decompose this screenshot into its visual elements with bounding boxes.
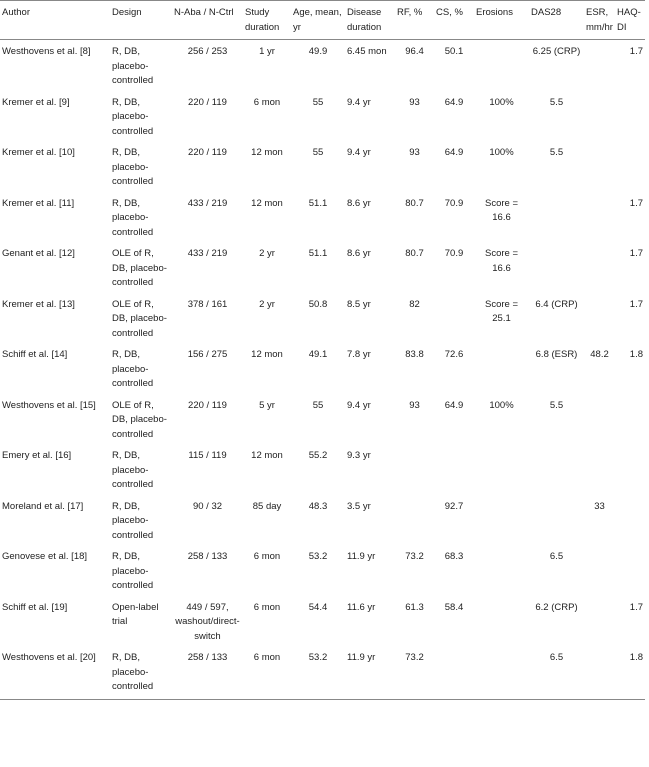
cell-erosions: 100%: [489, 399, 514, 411]
header-row: [0, 1, 645, 40]
cell-esr: [584, 293, 615, 344]
cell-cs: 64.9: [444, 147, 464, 158]
cell-rf: 93: [409, 96, 420, 108]
cell-esr: [584, 242, 615, 293]
cell-duration: 2 yr: [259, 298, 275, 310]
cell-rf: 80.7: [405, 248, 424, 259]
cell-erosions: 100%: [489, 147, 514, 158]
cell-esr: 48.2: [590, 349, 609, 360]
cell-rf: 93: [409, 399, 420, 411]
header-author: Author: [0, 1, 110, 40]
table-row: [0, 444, 645, 495]
cell-cs: 72.6: [444, 349, 464, 360]
cell-rf: 96.4: [405, 46, 424, 57]
cell-age: 53.2: [308, 551, 328, 562]
cell-disease: 11.6 yr: [347, 601, 376, 613]
cell-cs: 70.9: [444, 248, 464, 259]
cell-haq: [615, 545, 645, 596]
cell-disease: 8.5 yr: [347, 298, 371, 310]
cell-n: 90 / 32: [192, 500, 223, 512]
cell-author: Kremer et al. [9]: [2, 96, 70, 108]
table-row: [0, 91, 645, 142]
cell-duration: 6 mon: [253, 601, 281, 613]
cell-design: R, DB, placebo-controlled: [110, 646, 172, 700]
table-row: [0, 293, 645, 344]
cell-age: 55.2: [308, 450, 328, 461]
cell-design: R, DB, placebo-controlled: [112, 450, 154, 490]
table-row: [0, 394, 645, 445]
cell-disease: 11.9 yr: [345, 646, 395, 700]
cell-duration: 12 mon: [251, 197, 283, 209]
cell-design: R, DB, placebo-controlled: [112, 349, 154, 389]
cell-das28: [529, 495, 584, 546]
cell-das28: 6.2 (CRP): [535, 601, 578, 613]
cell-n: 258 / 133: [187, 551, 228, 562]
cell-das28: 6.8 (ESR): [535, 349, 578, 360]
cell-age: 51.1: [308, 248, 328, 259]
cell-duration: 12 mon: [251, 349, 283, 360]
cell-cs: [434, 293, 474, 344]
cell-age: 54.4: [308, 601, 328, 613]
cell-n: 449 / 597, washout/direct-switch: [175, 601, 240, 642]
table-row: [0, 545, 645, 596]
cell-erosions: [474, 495, 529, 546]
cell-haq: [615, 91, 645, 142]
cell-design: R, DB, placebo-controlled: [112, 147, 154, 187]
cell-disease: 9.4 yr: [347, 96, 371, 108]
cell-age: 55: [312, 96, 324, 108]
cell-cs: 58.4: [444, 601, 464, 613]
cell-haq: [615, 394, 645, 445]
table-row: [0, 192, 645, 243]
cell-rf: 82: [409, 298, 420, 310]
table-row: [0, 40, 645, 91]
cell-n: 115 / 119: [188, 450, 227, 461]
header-age: Age, mean, yr: [291, 1, 345, 40]
cell-design: R, DB, placebo-controlled: [112, 551, 154, 591]
cell-rf: [395, 444, 434, 495]
table-body: [0, 40, 645, 700]
cell-haq: 1.7: [629, 248, 643, 259]
cell-n: 433 / 219: [187, 197, 228, 209]
cell-disease: 7.8 yr: [347, 349, 371, 360]
cell-das28: 5.5: [549, 147, 564, 158]
cell-design: R, DB, placebo-controlled: [112, 96, 154, 137]
header-duration: Study duration: [243, 1, 291, 40]
header-haq: HAQ-DI: [615, 1, 645, 40]
cell-n: 220 / 119: [188, 399, 227, 411]
header-n: N-Aba / N-Ctrl: [172, 1, 243, 40]
cell-esr: [584, 394, 615, 445]
cell-das28: [529, 444, 584, 495]
cell-das28: 6.5: [529, 646, 584, 700]
cell-cs: 64.9: [444, 399, 464, 411]
cell-duration: 2 yr: [259, 248, 275, 259]
cell-design: R, DB, placebo-controlled: [112, 500, 154, 541]
cell-n: 220 / 119: [188, 147, 227, 158]
table-row: [0, 141, 645, 192]
cell-cs: [434, 444, 474, 495]
cell-das28: [529, 242, 584, 293]
cell-erosions: [474, 545, 529, 596]
cell-author: Westhovens et al. [15]: [2, 399, 96, 411]
cell-n: 256 / 253: [187, 46, 228, 57]
header-erosions: Erosions: [474, 1, 529, 40]
cell-author: Kremer et al. [10]: [2, 147, 75, 158]
cell-age: 48.3: [308, 500, 328, 512]
cell-das28: 6.5: [549, 551, 564, 562]
cell-duration: 5 yr: [259, 399, 275, 411]
cell-design: OLE of R, DB, placebo-controlled: [112, 298, 167, 339]
cell-esr: 33: [594, 500, 605, 512]
cell-design: Open-label trial: [112, 601, 159, 627]
cell-author: Schiff et al. [14]: [2, 349, 68, 360]
cell-haq: 1.7: [629, 197, 643, 209]
cell-erosions: [474, 596, 529, 647]
table-row: [0, 646, 645, 700]
table-row: [0, 242, 645, 293]
cell-n: 433 / 219: [187, 248, 228, 259]
cell-rf: 80.7: [405, 197, 424, 209]
cell-design: R, DB, placebo-controlled: [112, 197, 154, 238]
cell-haq: 1.7: [629, 298, 643, 310]
cell-das28: 6.25 (CRP): [532, 46, 581, 57]
cell-duration: 1 yr: [259, 46, 275, 57]
cell-author: Schiff et al. [19]: [2, 601, 68, 613]
cell-disease: 9.3 yr: [347, 450, 371, 461]
cell-design: OLE of R, DB, placebo-controlled: [112, 399, 167, 440]
cell-erosions: [474, 444, 529, 495]
cell-author: Emery et al. [16]: [2, 450, 72, 461]
cell-erosions: Score = 16.6: [484, 248, 518, 274]
cell-cs: 68.3: [444, 551, 464, 562]
cell-age: 49.1: [308, 349, 328, 360]
cell-esr: [584, 596, 615, 647]
cell-cs: 92.7: [444, 500, 464, 512]
cell-rf: 73.2: [405, 551, 424, 562]
cell-duration: 6 mon: [253, 96, 281, 108]
cell-esr: [584, 40, 615, 91]
cell-esr: [584, 192, 615, 243]
table-row: [0, 343, 645, 394]
cell-disease: 9.4 yr: [347, 399, 371, 411]
cell-design: R, DB, placebo-controlled: [112, 46, 154, 86]
cell-das28: 6.4 (CRP): [535, 298, 578, 310]
cell-n: 156 / 275: [187, 349, 228, 360]
cell-erosions: Score = 25.1: [484, 298, 518, 324]
cell-erosions: [474, 343, 529, 394]
cell-disease: 6.45 mon: [347, 46, 387, 57]
cell-esr: [584, 91, 615, 142]
cell-author: Genovese et al. [18]: [2, 551, 88, 562]
cell-rf: [395, 495, 434, 546]
cell-author: Westhovens et al. [8]: [2, 46, 91, 57]
cell-author: Westhovens et al. [20]: [0, 646, 110, 700]
cell-esr: [584, 646, 615, 700]
table-row: [0, 596, 645, 647]
header-design: Design: [110, 1, 172, 40]
cell-rf: 93: [409, 147, 420, 158]
cell-cs: 50.1: [444, 46, 464, 57]
cell-disease: 8.6 yr: [347, 248, 371, 259]
header-cs: CS, %: [434, 1, 474, 40]
cell-haq: [615, 495, 645, 546]
cell-design: OLE of R, DB, placebo-controlled: [112, 248, 167, 288]
cell-haq: 1.8: [629, 349, 643, 360]
cell-rf: 83.8: [405, 349, 424, 360]
cell-haq: 1.7: [629, 601, 643, 613]
cell-author: Genant et al. [12]: [2, 248, 75, 259]
cell-author: Moreland et al. [17]: [2, 500, 84, 512]
header-das28: DAS28: [529, 1, 584, 40]
cell-rf: 73.2: [395, 646, 434, 700]
cell-rf: 61.3: [405, 601, 424, 613]
cell-age: 50.8: [308, 298, 328, 310]
cell-disease: 3.5 yr: [347, 500, 371, 512]
cell-esr: [584, 545, 615, 596]
cell-duration: 6 mon: [253, 551, 281, 562]
cell-disease: 8.6 yr: [347, 197, 371, 209]
cell-esr: [584, 444, 615, 495]
cell-age: 49.9: [308, 46, 328, 57]
cell-das28: [529, 192, 584, 243]
cell-duration: 85 day: [252, 500, 282, 512]
cell-disease: 11.9 yr: [347, 551, 376, 562]
cell-erosions: [474, 40, 529, 91]
cell-das28: 5.5: [549, 96, 564, 108]
cell-author: Kremer et al. [13]: [2, 298, 75, 310]
header-disease: Disease duration: [345, 1, 395, 40]
cell-duration: 12 mon: [251, 147, 283, 158]
cell-esr: [584, 141, 615, 192]
cell-n: 258 / 133: [172, 646, 243, 700]
cell-age: 55: [312, 399, 324, 411]
cell-disease: 9.4 yr: [347, 147, 371, 158]
cell-duration: 12 mon: [251, 450, 283, 461]
cell-age: 55: [312, 147, 324, 158]
cell-n: 378 / 161: [187, 298, 228, 310]
table-row: [0, 495, 645, 546]
cell-erosions: [474, 646, 529, 700]
cell-duration: 6 mon: [243, 646, 291, 700]
cell-haq: 1.7: [629, 46, 643, 57]
cell-erosions: Score = 16.6: [484, 197, 518, 223]
cell-erosions: 100%: [489, 96, 514, 108]
cell-age: 53.2: [291, 646, 345, 700]
cell-das28: 5.5: [549, 399, 564, 411]
cell-age: 51.1: [308, 197, 328, 209]
header-rf: RF, %: [395, 1, 434, 40]
cell-cs: [434, 646, 474, 700]
cell-cs: 64.9: [444, 96, 464, 108]
cell-cs: 70.9: [444, 197, 464, 209]
cell-author: Kremer et al. [11]: [2, 197, 75, 209]
cell-haq: 1.8: [615, 646, 645, 700]
cell-n: 220 / 119: [188, 96, 227, 108]
cell-haq: [615, 444, 645, 495]
header-esr: ESR, mm/hr: [584, 1, 615, 40]
cell-haq: [615, 141, 645, 192]
